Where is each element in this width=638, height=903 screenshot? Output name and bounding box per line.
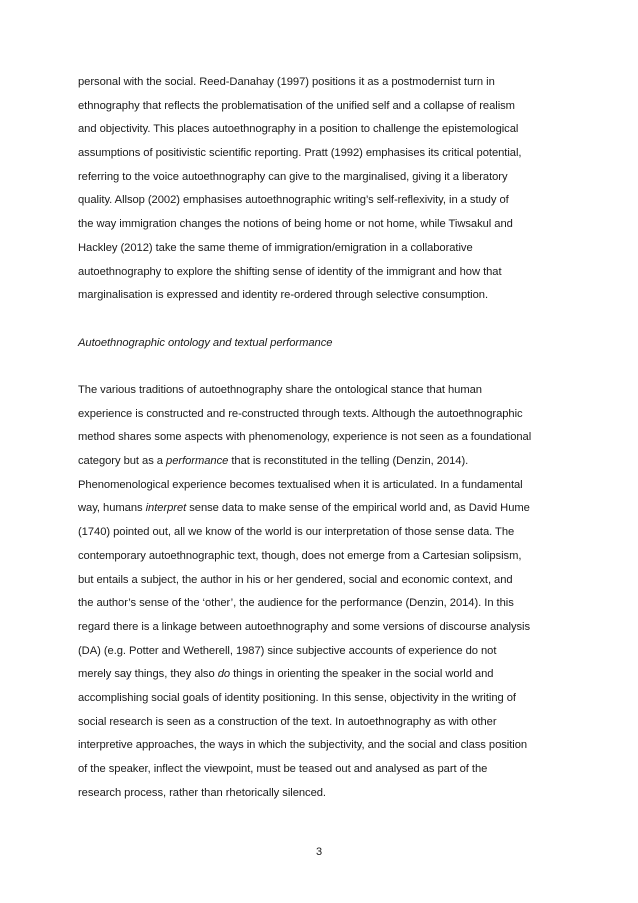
section-heading: Autoethnographic ontology and textual performance bbox=[78, 337, 333, 349]
emphasis-interpret: interpret bbox=[145, 502, 187, 515]
line-text: way, humans bbox=[78, 502, 146, 515]
paragraph-line: assumptions of positivistic scientific reporting. Pratt (1992) emphasises its critical potential, bbox=[78, 147, 522, 160]
line-text: sense data to make sense of the empirical world and, as David Hume bbox=[186, 502, 530, 515]
section-heading-block bbox=[78, 332, 570, 356]
page-number: 3 bbox=[315, 846, 323, 858]
paragraph-line: Hackley (2012) take the same theme of immigration/emigration in a collaborative bbox=[78, 241, 473, 254]
paragraph-line: (1740) pointed out, all we know of the world is our interpretation of those sense data. The bbox=[78, 526, 515, 539]
paragraph-line: contemporary autoethnographic text, though, does not emerge from a Cartesian solipsism, bbox=[78, 549, 522, 562]
paragraph-line: autoethnography to explore the shifting sense of identity of the immigrant and how that bbox=[78, 265, 502, 278]
line-text: things in orienting the speaker in the social world and bbox=[230, 668, 494, 681]
paragraph-line: quality. Allsop (2002) emphasises autoethnographic writing’s self-reflexivity, in a study of bbox=[78, 194, 509, 207]
paragraph-line: and objectivity. This places autoethnography in a position to challenge the epistemological bbox=[78, 123, 519, 136]
paragraph-line: personal with the social. Reed-Danahay (1997) positions it as a postmodernist turn in bbox=[78, 76, 495, 88]
paragraph-1 bbox=[78, 71, 570, 308]
paragraph-line: but entails a subject, the author in his or her gendered, social and economic context, and bbox=[78, 573, 513, 586]
paragraph-line: the author’s sense of the ‘other’, the audience for the performance (Denzin, 2014). In this bbox=[78, 597, 514, 610]
paragraph-line: method shares some aspects with phenomenology, experience is not seen as a foundational bbox=[78, 431, 532, 444]
emphasis-performance: performance bbox=[166, 455, 229, 468]
paragraph-line: Phenomenological experience becomes textualised when it is articulated. In a fundamental bbox=[78, 478, 523, 491]
paragraph-line: research process, rather than rhetorically silenced. bbox=[78, 786, 326, 799]
emphasis-do: do bbox=[217, 668, 231, 681]
paragraph-line: The various traditions of autoethnography share the ontological stance that human bbox=[78, 384, 482, 396]
paragraph-line: interpretive approaches, the ways in which the subjectivity, and the social and class position bbox=[78, 739, 528, 752]
paragraph-line bbox=[78, 663, 570, 687]
paragraph-line bbox=[78, 450, 570, 474]
paragraph-line bbox=[78, 497, 570, 521]
paragraph-line: the way immigration changes the notions of being home or not home, while Tiwsakul and bbox=[78, 218, 513, 231]
paragraph-line: referring to the voice autoethnography can give to the marginalised, giving it a liberatory bbox=[78, 170, 508, 183]
line-text: category but as a bbox=[78, 455, 167, 468]
line-text: merely say things, they also bbox=[78, 668, 218, 681]
paragraph-line: regard there is a linkage between autoethnography and some versions of discourse analysis bbox=[78, 620, 531, 633]
paragraph-2 bbox=[78, 379, 570, 805]
paragraph-line: experience is constructed and re-constructed through texts. Although the autoethnographic bbox=[78, 407, 523, 420]
paragraph-line: social research is seen as a construction of the text. In autoethnography as with other bbox=[78, 715, 497, 728]
paragraph-line: of the speaker, inflect the viewpoint, must be teased out and analysed as part of the bbox=[78, 763, 488, 775]
paragraph-line: ethnography that reflects the problematisation of the unified self and a collapse of realism bbox=[78, 99, 515, 112]
paragraph-line: (DA) (e.g. Potter and Wetherell, 1987) since subjective accounts of experience do not bbox=[78, 644, 497, 657]
line-text: that is reconstituted in the telling (Denzin, 2014). bbox=[228, 455, 469, 468]
paragraph-line: marginalisation is expressed and identity re-ordered through selective consumption. bbox=[78, 289, 489, 302]
paragraph-line: accomplishing social goals of identity positioning. In this sense, objectivity in the writing of bbox=[78, 691, 516, 704]
